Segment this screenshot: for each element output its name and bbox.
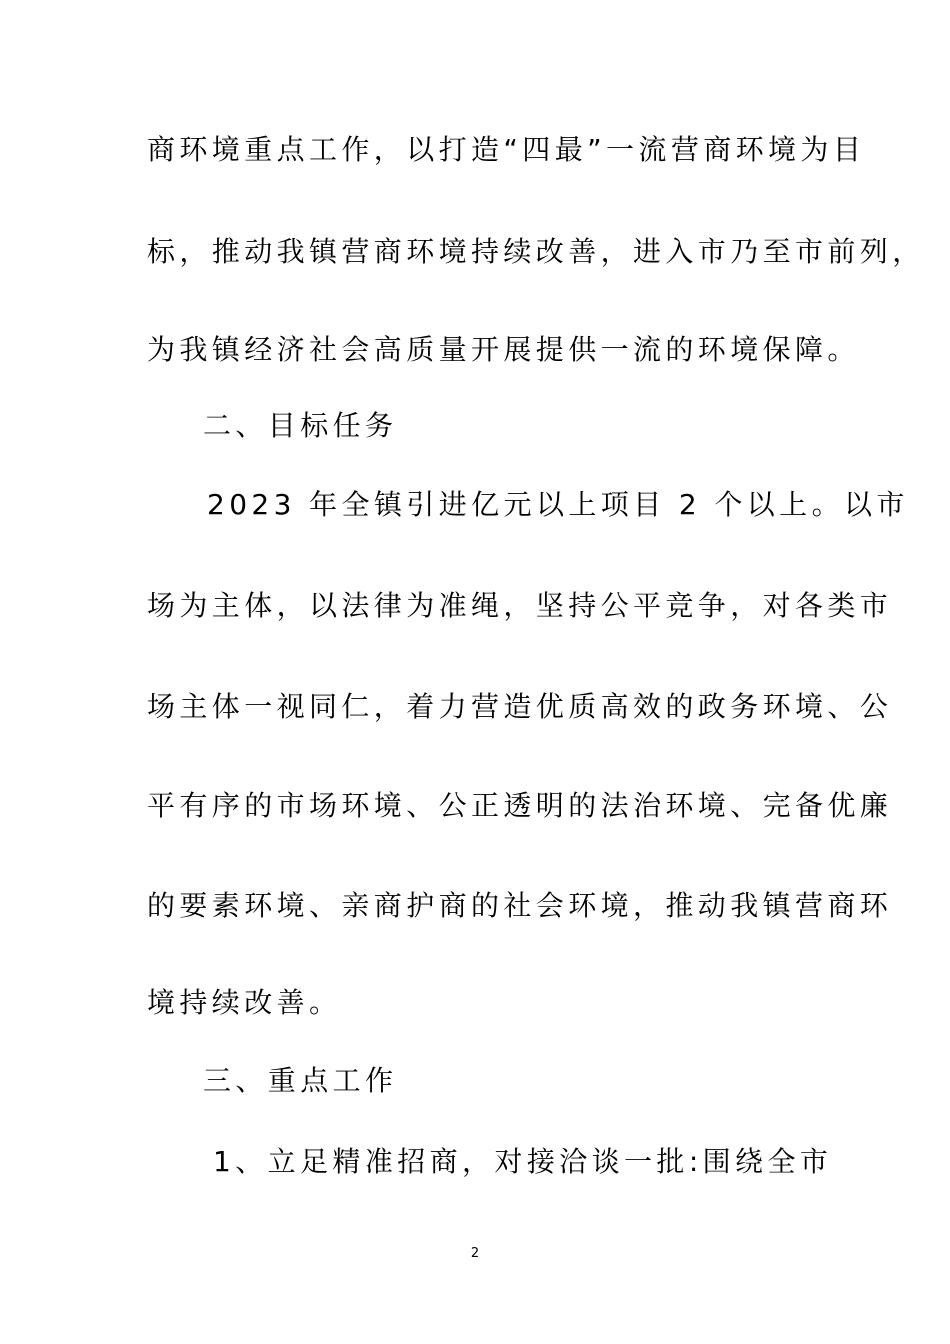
section-heading: 三、重点工作 xyxy=(203,1064,398,1097)
section-heading: 二、目标任务 xyxy=(203,409,398,442)
body-text-line: 场为主体，以法律为准绳，坚持公平竞争，对各类市 xyxy=(147,589,893,622)
body-text-line: 1、立足精准招商，对接洽谈一批:围绕全市 xyxy=(213,1145,833,1178)
body-text-line: 场主体一视同仁，着力营造优质高效的政务环境、公 xyxy=(147,690,893,723)
body-text-line: 境持续改善。 xyxy=(147,986,342,1019)
body-text-line: 2023 年全镇引进亿元以上项目 2 个以上。以市 xyxy=(207,488,909,521)
page-number: 2 xyxy=(470,1246,480,1261)
body-text-line: 为我镇经济社会高质量开展提供一流的环境保障。 xyxy=(147,333,860,366)
body-text-line: 商环境重点工作，以打造“四最”一流营商环境为目 xyxy=(147,133,866,166)
body-text-line: 标，推动我镇营商环境持续改善，进入市乃至市前列， xyxy=(147,235,925,268)
body-text-line: 平有序的市场环境、公正透明的法治环境、完备优廉 xyxy=(147,789,893,822)
body-text-line: 的要素环境、亲商护商的社会环境，推动我镇营商环 xyxy=(147,889,893,922)
